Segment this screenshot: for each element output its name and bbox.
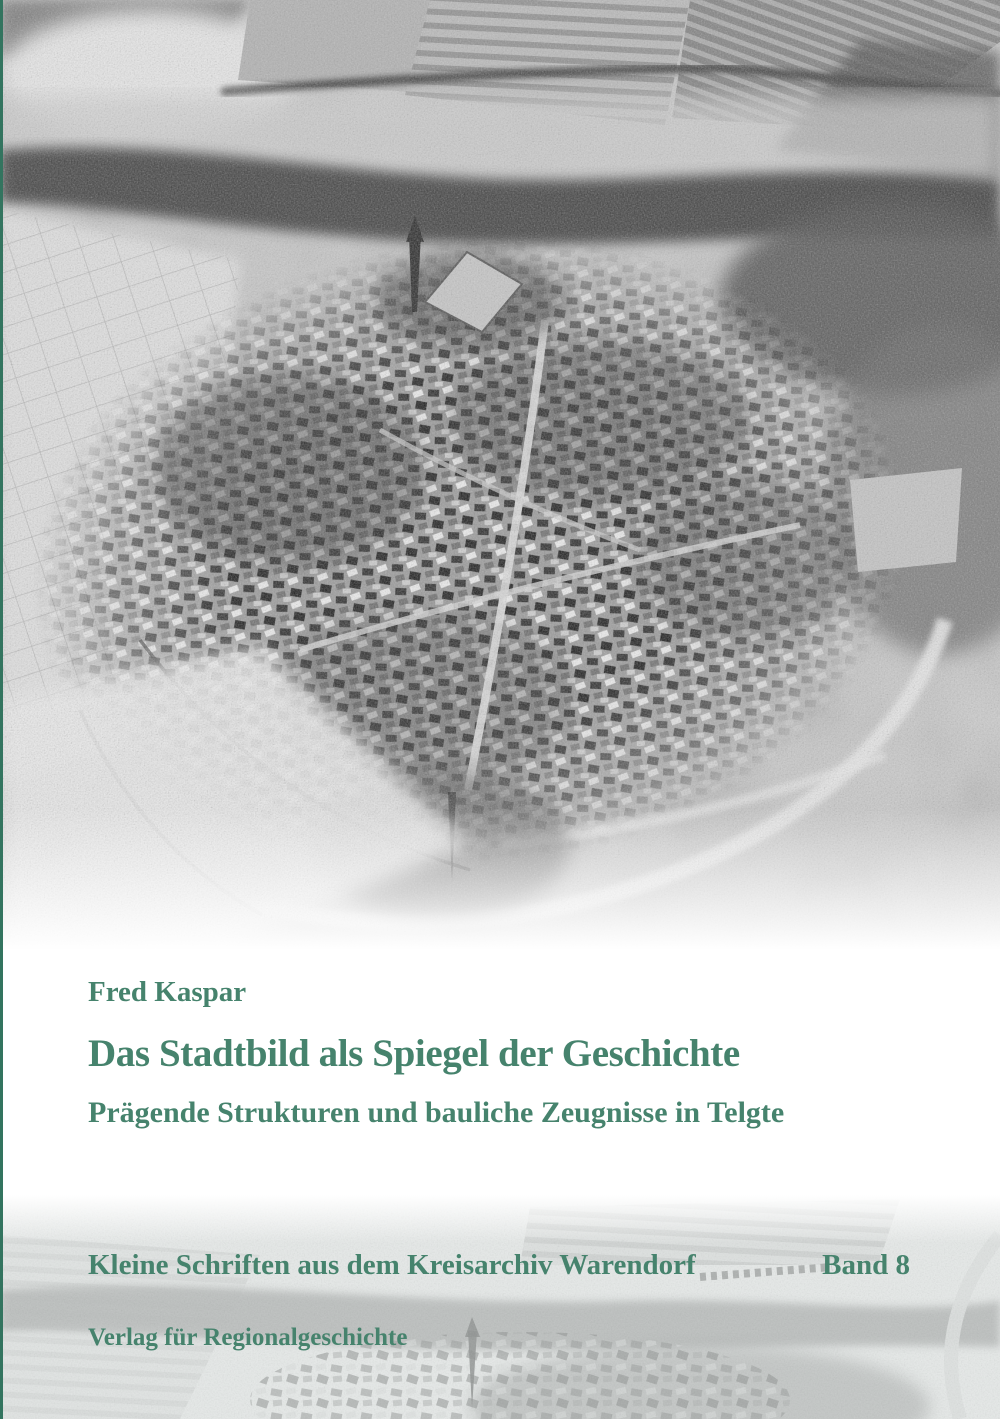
book-title: Das Stadtbild als Spiegel der Geschichte — [88, 1032, 740, 1075]
author-name: Fred Kaspar — [88, 976, 247, 1008]
spine-edge-line — [0, 0, 3, 1419]
series-title: Kleine Schriften aus dem Kreisarchiv Warendorf — [88, 1249, 696, 1281]
book-subtitle: Prägende Strukturen und bauliche Zeugnisse in Telgte — [88, 1096, 785, 1129]
volume-number: Band 8 — [822, 1249, 910, 1281]
publisher-name: Verlag für Regionalgeschichte — [88, 1324, 408, 1351]
footer-photo-strip — [0, 1195, 1000, 1419]
